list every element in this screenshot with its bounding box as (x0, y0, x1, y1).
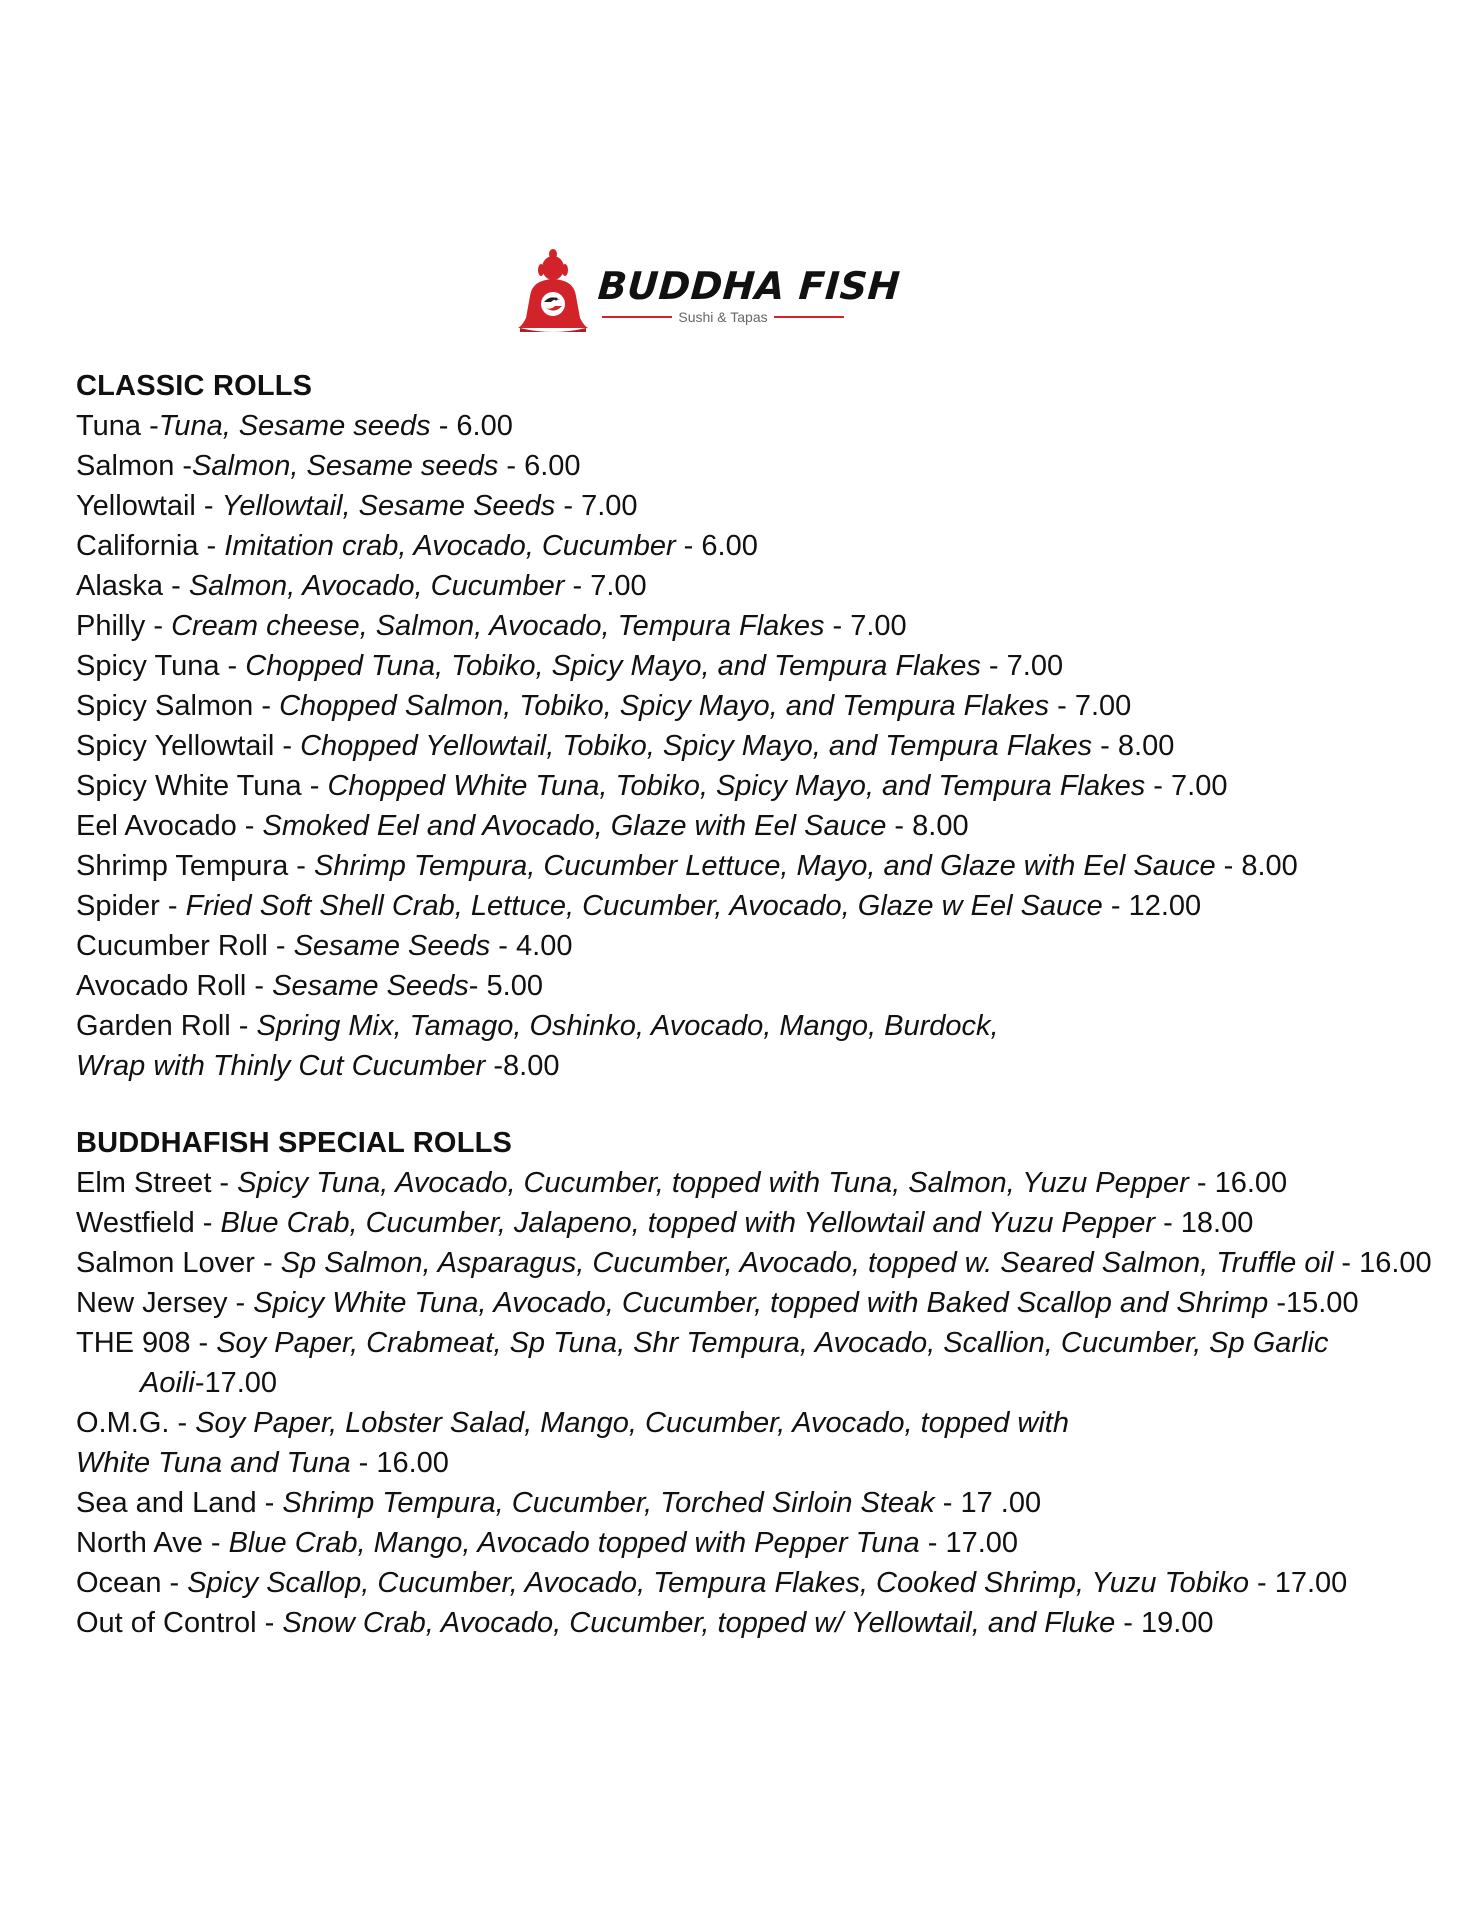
item-price: -15.00 (1268, 1287, 1359, 1319)
menu-item (76, 766, 1456, 806)
item-description: Spicy Scallop, Cucumber, Avocado, Tempura Flakes, Cooked Shrimp, Yuzu Tobiko (187, 1567, 1249, 1599)
item-price: - 16.00 (350, 1447, 449, 1479)
menu-item (76, 686, 1456, 726)
item-price: - 18.00 (1155, 1207, 1254, 1239)
item-description: Tuna, Sesame seeds (158, 410, 431, 442)
buddha-icon (518, 248, 588, 332)
menu-item (76, 526, 1456, 566)
brand-tagline: Sushi & Tapas (678, 309, 768, 325)
item-name: Spider - (76, 890, 186, 922)
item-description: Yellowtail, Sesame Seeds (221, 490, 556, 522)
item-price: -8.00 (485, 1050, 560, 1082)
item-price: - 16.00 (1188, 1167, 1288, 1199)
item-name: Out of Control - (76, 1607, 283, 1639)
item-name: Tuna - (76, 410, 159, 442)
brand-logo (518, 248, 902, 334)
menu-item (76, 1203, 1456, 1243)
item-description-line2: Wrap with Thinly Cut Cucumber (76, 1050, 486, 1082)
section-heading: BUDDHAFISH SPECIAL ROLLS (76, 1127, 513, 1159)
menu-item (76, 726, 1456, 766)
item-description-continued (76, 1363, 1456, 1403)
item-description: Cream cheese, Salmon, Avocado, Tempura Flakes (171, 610, 825, 642)
item-name: Avocado Roll - (76, 970, 273, 1002)
item-description-continued (76, 1046, 1456, 1086)
item-name: Philly - (76, 610, 172, 642)
menu-item (76, 446, 1456, 486)
brand-name: BUDDHA FISH (596, 264, 902, 308)
menu-item (76, 1523, 1456, 1563)
menu-item (76, 1283, 1456, 1323)
item-price: - 7.00 (555, 490, 638, 522)
item-price: - 7.00 (1145, 770, 1228, 802)
item-description: Soy Paper, Crabmeat, Sp Tuna, Shr Tempura, Avocado, Scallion, Cucumber, Sp Garlic (216, 1327, 1329, 1359)
item-price: - 4.00 (490, 930, 573, 962)
item-price: - 7.00 (980, 650, 1064, 682)
special-rolls-section (76, 1123, 1456, 1643)
menu-item (76, 1163, 1456, 1203)
item-price: - 6.00 (675, 530, 758, 562)
item-price: - 8.00 (1092, 730, 1175, 762)
item-description: Snow Crab, Avocado, Cucumber, topped w/ Yellowtail, and Fluke (282, 1607, 1116, 1639)
item-price: - 17.00 (919, 1527, 1019, 1559)
item-name: Salmon - (76, 450, 193, 482)
item-name: New Jersey - (76, 1287, 254, 1319)
menu-item (76, 1603, 1456, 1643)
brand-tagline-row (602, 308, 844, 326)
menu-item (76, 566, 1456, 606)
item-price: - 8.00 (886, 810, 969, 842)
menu-item (76, 1563, 1456, 1603)
item-name: Garden Roll - (76, 1010, 257, 1042)
item-name: California - (76, 530, 225, 562)
menu-item (76, 486, 1456, 526)
item-description-line2: White Tuna and Tuna (76, 1447, 351, 1479)
item-name: Salmon Lover - (76, 1247, 281, 1279)
item-description: Spring Mix, Tamago, Oshinko, Avocado, Mango, Burdock, (256, 1010, 999, 1042)
item-name: Shrimp Tempura - (76, 850, 314, 882)
section-heading: CLASSIC ROLLS (76, 370, 313, 402)
item-name: North Ave - (76, 1527, 229, 1559)
classic-rolls-section (76, 366, 1456, 1086)
item-description: Blue Crab, Mango, Avocado topped with Pepper Tuna (228, 1527, 920, 1559)
item-name: Ocean - (76, 1567, 188, 1599)
menu-item (76, 846, 1456, 886)
item-description: Chopped Tuna, Tobiko, Spicy Mayo, and Tempura Flakes (245, 650, 981, 682)
menu-item (76, 1323, 1456, 1403)
item-description: Chopped Yellowtail, Tobiko, Spicy Mayo, and Tempura Flakes (300, 730, 1093, 762)
item-price: - 17.00 (1248, 1567, 1348, 1599)
item-description: Sesame Seeds (293, 930, 491, 962)
item-description: Salmon, Avocado, Cucumber (188, 570, 565, 602)
item-description: Blue Crab, Cucumber, Jalapeno, topped with Yellowtail and Yuzu Pepper (220, 1207, 1156, 1239)
item-price: - 5.00 (468, 970, 543, 1002)
tagline-divider-left (602, 316, 672, 318)
item-description: Fried Soft Shell Crab, Lettuce, Cucumber, Avocado, Glaze w Eel Sauce (185, 890, 1103, 922)
menu-item (76, 966, 1456, 1006)
item-price: - 7.00 (824, 610, 907, 642)
item-description: Soy Paper, Lobster Salad, Mango, Cucumber, Avocado, topped with (195, 1407, 1069, 1439)
item-price: - 16.00 (1333, 1247, 1432, 1279)
item-description-continued (76, 1443, 1456, 1483)
menu-item (76, 1243, 1456, 1283)
item-description: Smoked Eel and Avocado, Glaze with Eel Sauce (262, 810, 887, 842)
item-description: Spicy Tuna, Avocado, Cucumber, topped with Tuna, Salmon, Yuzu Pepper (237, 1167, 1189, 1199)
menu-item (76, 606, 1456, 646)
item-description: Imitation crab, Avocado, Cucumber (224, 530, 676, 562)
item-description: Shrimp Tempura, Cucumber Lettuce, Mayo, and Glaze with Eel Sauce (314, 850, 1216, 882)
menu-item (76, 926, 1456, 966)
item-price: - 7.00 (564, 570, 647, 602)
item-price: - 6.00 (498, 450, 581, 482)
menu-item (76, 646, 1456, 686)
item-description: Sp Salmon, Asparagus, Cucumber, Avocado, topped w. Seared Salmon, Truffle oil (280, 1247, 1334, 1279)
item-price: - 12.00 (1102, 890, 1202, 922)
menu-item (76, 886, 1456, 926)
item-name: Spicy Tuna - (76, 650, 246, 682)
item-price: - 19.00 (1115, 1607, 1214, 1639)
item-name: Spicy Salmon - (76, 690, 280, 722)
item-name: Eel Avocado - (76, 810, 263, 842)
item-description: Spicy White Tuna, Avocado, Cucumber, topped with Baked Scallop and Shrimp (253, 1287, 1269, 1319)
item-description: Chopped White Tuna, Tobiko, Spicy Mayo, and Tempura Flakes (327, 770, 1146, 802)
item-description: Shrimp Tempura, Cucumber, Torched Sirloin Steak (282, 1487, 935, 1519)
item-description: Chopped Salmon, Tobiko, Spicy Mayo, and Tempura Flakes (279, 690, 1050, 722)
item-name: THE 908 - (76, 1327, 217, 1359)
menu-item (76, 1403, 1456, 1483)
menu-item (76, 1483, 1456, 1523)
item-price: - 6.00 (430, 410, 513, 442)
item-name: Spicy White Tuna - (76, 770, 328, 802)
item-name: Elm Street - (76, 1167, 238, 1199)
item-price: - 7.00 (1049, 690, 1132, 722)
item-name: Cucumber Roll - (76, 930, 294, 962)
item-description-line2: Aoili (140, 1367, 195, 1399)
item-description: Salmon, Sesame seeds (192, 450, 499, 482)
item-name: Spicy Yellowtail - (76, 730, 301, 762)
item-name: O.M.G. - (76, 1407, 196, 1439)
item-description: Sesame Seeds (272, 970, 469, 1002)
item-price: -17.00 (194, 1367, 278, 1399)
menu-item (76, 406, 1456, 446)
menu-item (76, 1006, 1456, 1086)
menu-item (76, 806, 1456, 846)
item-name: Sea and Land - (76, 1487, 283, 1519)
item-price: - 8.00 (1215, 850, 1298, 882)
item-name: Yellowtail - (76, 490, 222, 522)
item-name: Alaska - (76, 570, 189, 602)
tagline-divider-right (774, 316, 844, 318)
item-name: Westfield - (76, 1207, 221, 1239)
item-price: - 17 .00 (934, 1487, 1042, 1519)
